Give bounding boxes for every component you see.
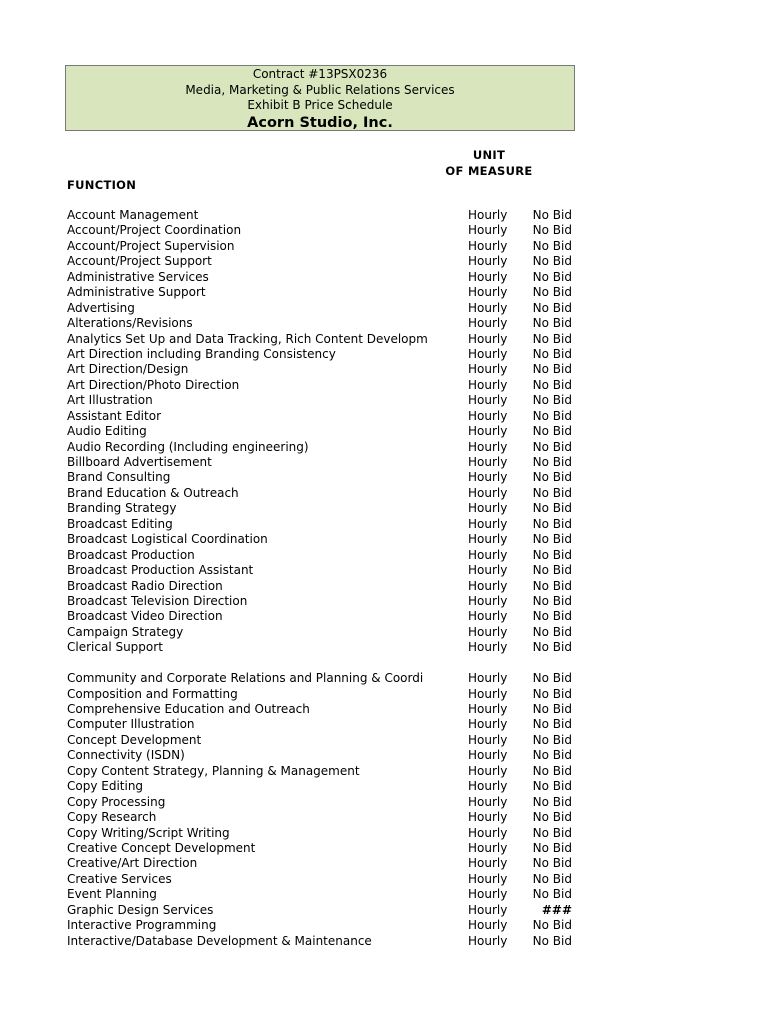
- function-cell: Broadcast Video Direction: [67, 609, 223, 624]
- table-row: [0, 841, 770, 856]
- price-cell: No Bid: [532, 331, 572, 346]
- price-cell: No Bid: [532, 532, 572, 547]
- function-cell: Broadcast Television Direction: [67, 593, 248, 608]
- unit-cell: Hourly: [468, 455, 508, 469]
- function-cell: Administrative Support: [67, 285, 206, 300]
- price-cell: No Bid: [532, 686, 572, 701]
- price-cell: No Bid: [532, 393, 572, 408]
- unit-cell: Hourly: [468, 485, 508, 500]
- unit-cell: Hourly: [468, 871, 508, 886]
- unit-cell: Hourly: [468, 902, 508, 917]
- unit-cell: Hourly: [468, 640, 508, 655]
- function-cell: Account Management: [67, 208, 199, 222]
- function-cell: Advertising: [67, 300, 135, 315]
- table-row: [0, 285, 770, 300]
- table-row: [0, 532, 770, 547]
- price-cell: No Bid: [532, 856, 572, 871]
- unit-cell: Hourly: [468, 918, 508, 933]
- function-cell: Computer Illustration: [67, 717, 195, 732]
- price-cell: No Bid: [532, 470, 572, 485]
- function-cell: Account/Project Supervision: [67, 238, 235, 253]
- function-cell: Graphic Design Services: [67, 902, 214, 917]
- function-cell: Campaign Strategy: [67, 624, 184, 639]
- price-cell: No Bid: [532, 671, 572, 686]
- function-cell: Art Illustration: [67, 393, 153, 408]
- price-cell: No Bid: [532, 702, 572, 716]
- unit-cell: Hourly: [468, 501, 508, 516]
- price-cell: No Bid: [532, 362, 572, 377]
- function-cell: Broadcast Production: [67, 547, 195, 562]
- function-cell: Audio Recording (Including engineering): [67, 439, 309, 454]
- price-cell: No Bid: [532, 810, 572, 825]
- function-cell: Alterations/Revisions: [67, 316, 193, 331]
- unit-cell: Hourly: [468, 732, 508, 747]
- unit-cell: Hourly: [468, 671, 508, 686]
- unit-cell: Hourly: [468, 593, 508, 608]
- unit-cell: Hourly: [468, 933, 508, 948]
- table-row: [0, 501, 770, 516]
- table-row: [0, 378, 770, 393]
- unit-cell: Hourly: [468, 393, 508, 408]
- function-cell: Broadcast Logistical Coordination: [67, 532, 268, 547]
- function-cell: Branding Strategy: [67, 501, 177, 516]
- unit-cell: Hourly: [468, 346, 508, 361]
- function-cell: Creative/Art Direction: [67, 856, 198, 871]
- unit-cell: Hourly: [468, 254, 508, 269]
- price-cell: No Bid: [532, 269, 572, 284]
- unit-header-line1: UNIT: [472, 148, 506, 162]
- table-row: [0, 362, 770, 377]
- unit-cell: Hourly: [468, 439, 508, 454]
- table-row: [0, 764, 770, 779]
- price-cell: No Bid: [532, 763, 572, 778]
- function-cell: Connectivity (ISDN): [67, 748, 185, 763]
- table-row: [0, 548, 770, 563]
- price-cell: No Bid: [532, 300, 572, 315]
- unit-cell: Hourly: [468, 377, 508, 392]
- price-cell: No Bid: [532, 455, 572, 469]
- function-cell: Creative Services: [67, 871, 172, 886]
- unit-cell: Hourly: [468, 300, 508, 315]
- table-row: [0, 640, 770, 655]
- price-cell: No Bid: [532, 593, 572, 608]
- table-row: [0, 671, 770, 686]
- function-cell: Audio Editing: [67, 424, 147, 439]
- function-cell: Analytics Set Up and Data Tracking, Rich Content Developm: [67, 331, 428, 346]
- unit-cell: Hourly: [468, 563, 508, 578]
- unit-cell: Hourly: [468, 516, 508, 531]
- price-cell: No Bid: [532, 223, 572, 238]
- price-cell: No Bid: [532, 840, 572, 855]
- unit-cell: Hourly: [468, 408, 508, 423]
- price-cell: No Bid: [532, 871, 572, 886]
- unit-cell: Hourly: [468, 331, 508, 346]
- table-row: [0, 332, 770, 347]
- unit-cell: Hourly: [468, 794, 508, 809]
- table-row: [0, 903, 770, 918]
- function-cell: Broadcast Production Assistant: [67, 563, 254, 578]
- price-cell: No Bid: [532, 624, 572, 639]
- price-cell: ###: [541, 902, 572, 917]
- contract-number: Contract #13PSX0236: [252, 67, 388, 81]
- table-row: [0, 223, 770, 238]
- table-row: [0, 795, 770, 810]
- table-row: [0, 748, 770, 763]
- table-row: [0, 270, 770, 285]
- function-cell: Copy Research: [67, 810, 157, 825]
- price-cell: No Bid: [532, 316, 572, 331]
- unit-cell: Hourly: [468, 763, 508, 778]
- table-row: [0, 486, 770, 501]
- price-cell: No Bid: [532, 408, 572, 423]
- unit-cell: Hourly: [468, 840, 508, 855]
- unit-cell: Hourly: [468, 825, 508, 840]
- unit-cell: Hourly: [468, 624, 508, 639]
- price-cell: No Bid: [532, 732, 572, 747]
- function-cell: Account/Project Coordination: [67, 223, 242, 238]
- function-cell: Copy Processing: [67, 794, 166, 809]
- table-row: [0, 609, 770, 624]
- price-cell: No Bid: [532, 485, 572, 500]
- company-name: Acorn Studio, Inc.: [247, 114, 393, 131]
- price-cell: No Bid: [532, 748, 572, 763]
- function-cell: Copy Editing: [67, 779, 144, 794]
- price-cell: No Bid: [532, 779, 572, 794]
- table-row: [0, 872, 770, 887]
- price-cell: No Bid: [532, 717, 572, 732]
- unit-cell: Hourly: [468, 609, 508, 624]
- table-row: [0, 254, 770, 269]
- table-row: [0, 239, 770, 254]
- function-cell: Creative Concept Development: [67, 840, 256, 855]
- table-row: [0, 934, 770, 949]
- price-cell: No Bid: [532, 609, 572, 624]
- price-cell: No Bid: [532, 918, 572, 933]
- price-cell: No Bid: [532, 887, 572, 902]
- function-cell: Art Direction/Photo Direction: [67, 377, 240, 392]
- unit-cell: Hourly: [468, 316, 508, 331]
- table-row: [0, 470, 770, 485]
- table-row: [0, 856, 770, 871]
- table-row: [0, 918, 770, 933]
- price-cell: No Bid: [532, 578, 572, 593]
- table-row: [0, 316, 770, 331]
- function-cell: Broadcast Editing: [67, 516, 173, 531]
- unit-cell: Hourly: [468, 717, 508, 732]
- unit-cell: Hourly: [468, 238, 508, 253]
- price-cell: No Bid: [532, 238, 572, 253]
- price-cell: No Bid: [532, 377, 572, 392]
- unit-cell: Hourly: [468, 810, 508, 825]
- table-row: [0, 717, 770, 732]
- function-cell: Art Direction/Design: [67, 362, 189, 377]
- unit-cell: Hourly: [468, 686, 508, 701]
- table-row: [0, 563, 770, 578]
- function-cell: Brand Education & Outreach: [67, 485, 239, 500]
- unit-of-measure-header: [440, 148, 538, 179]
- table-row: [0, 779, 770, 794]
- function-cell: Broadcast Radio Direction: [67, 578, 223, 593]
- table-row: [0, 409, 770, 424]
- price-cell: No Bid: [532, 439, 572, 454]
- table-row: [0, 455, 770, 470]
- unit-cell: Hourly: [468, 285, 508, 300]
- table-row: [0, 625, 770, 640]
- unit-cell: Hourly: [468, 702, 508, 716]
- price-cell: No Bid: [532, 825, 572, 840]
- price-cell: No Bid: [532, 285, 572, 300]
- function-cell: Event Planning: [67, 887, 157, 902]
- unit-cell: Hourly: [468, 547, 508, 562]
- price-cell: No Bid: [532, 254, 572, 269]
- price-cell: No Bid: [532, 794, 572, 809]
- unit-cell: Hourly: [468, 362, 508, 377]
- price-cell: No Bid: [532, 933, 572, 948]
- table-row: [0, 579, 770, 594]
- table-row: [0, 733, 770, 748]
- function-cell: Interactive Programming: [67, 918, 217, 933]
- function-cell: Billboard Advertisement: [67, 455, 212, 469]
- function-cell: Comprehensive Education and Outreach: [67, 702, 310, 716]
- function-cell: Art Direction including Branding Consistency: [67, 346, 336, 361]
- unit-cell: Hourly: [468, 748, 508, 763]
- unit-cell: Hourly: [468, 779, 508, 794]
- function-cell: Interactive/Database Development & Maintenance: [67, 933, 372, 948]
- document-header: [65, 65, 575, 131]
- row-spacer: [0, 656, 770, 671]
- table-row: [0, 301, 770, 316]
- unit-cell: Hourly: [468, 269, 508, 284]
- table-row: [0, 702, 770, 717]
- price-table: [0, 208, 770, 949]
- price-cell: No Bid: [532, 516, 572, 531]
- function-cell: Brand Consulting: [67, 470, 171, 485]
- unit-header-line2: OF MEASURE: [445, 163, 533, 178]
- price-cell: No Bid: [532, 346, 572, 361]
- table-row: [0, 810, 770, 825]
- table-row: [0, 594, 770, 609]
- price-cell: No Bid: [532, 547, 572, 562]
- unit-cell: Hourly: [468, 856, 508, 871]
- function-cell: Assistant Editor: [67, 408, 161, 423]
- function-cell: Composition and Formatting: [67, 686, 238, 701]
- function-cell: Administrative Services: [67, 269, 209, 284]
- unit-cell: Hourly: [468, 887, 508, 902]
- function-header: FUNCTION: [67, 178, 137, 192]
- unit-cell: Hourly: [468, 223, 508, 238]
- table-row: [0, 347, 770, 362]
- function-cell: Copy Content Strategy, Planning & Management: [67, 763, 360, 778]
- unit-cell: Hourly: [468, 532, 508, 547]
- function-cell: Concept Development: [67, 732, 202, 747]
- function-cell: Account/Project Support: [67, 254, 212, 269]
- table-row: [0, 826, 770, 841]
- table-row: [0, 887, 770, 902]
- price-cell: No Bid: [532, 640, 572, 655]
- function-cell: Copy Writing/Script Writing: [67, 825, 230, 840]
- unit-cell: Hourly: [468, 208, 508, 222]
- unit-cell: Hourly: [468, 424, 508, 439]
- price-cell: No Bid: [532, 208, 572, 222]
- price-cell: No Bid: [532, 424, 572, 439]
- table-row: [0, 208, 770, 223]
- price-cell: No Bid: [532, 501, 572, 516]
- table-row: [0, 424, 770, 439]
- table-row: [0, 687, 770, 702]
- unit-cell: Hourly: [468, 470, 508, 485]
- table-row: [0, 440, 770, 455]
- price-cell: No Bid: [532, 563, 572, 578]
- unit-cell: Hourly: [468, 578, 508, 593]
- function-cell: Community and Corporate Relations and Planning & Coordi: [67, 671, 424, 686]
- exhibit-title: Exhibit B Price Schedule: [247, 98, 393, 112]
- function-cell: Clerical Support: [67, 640, 163, 655]
- table-row: [0, 517, 770, 532]
- services-title: Media, Marketing & Public Relations Services: [185, 82, 455, 97]
- table-row: [0, 393, 770, 408]
